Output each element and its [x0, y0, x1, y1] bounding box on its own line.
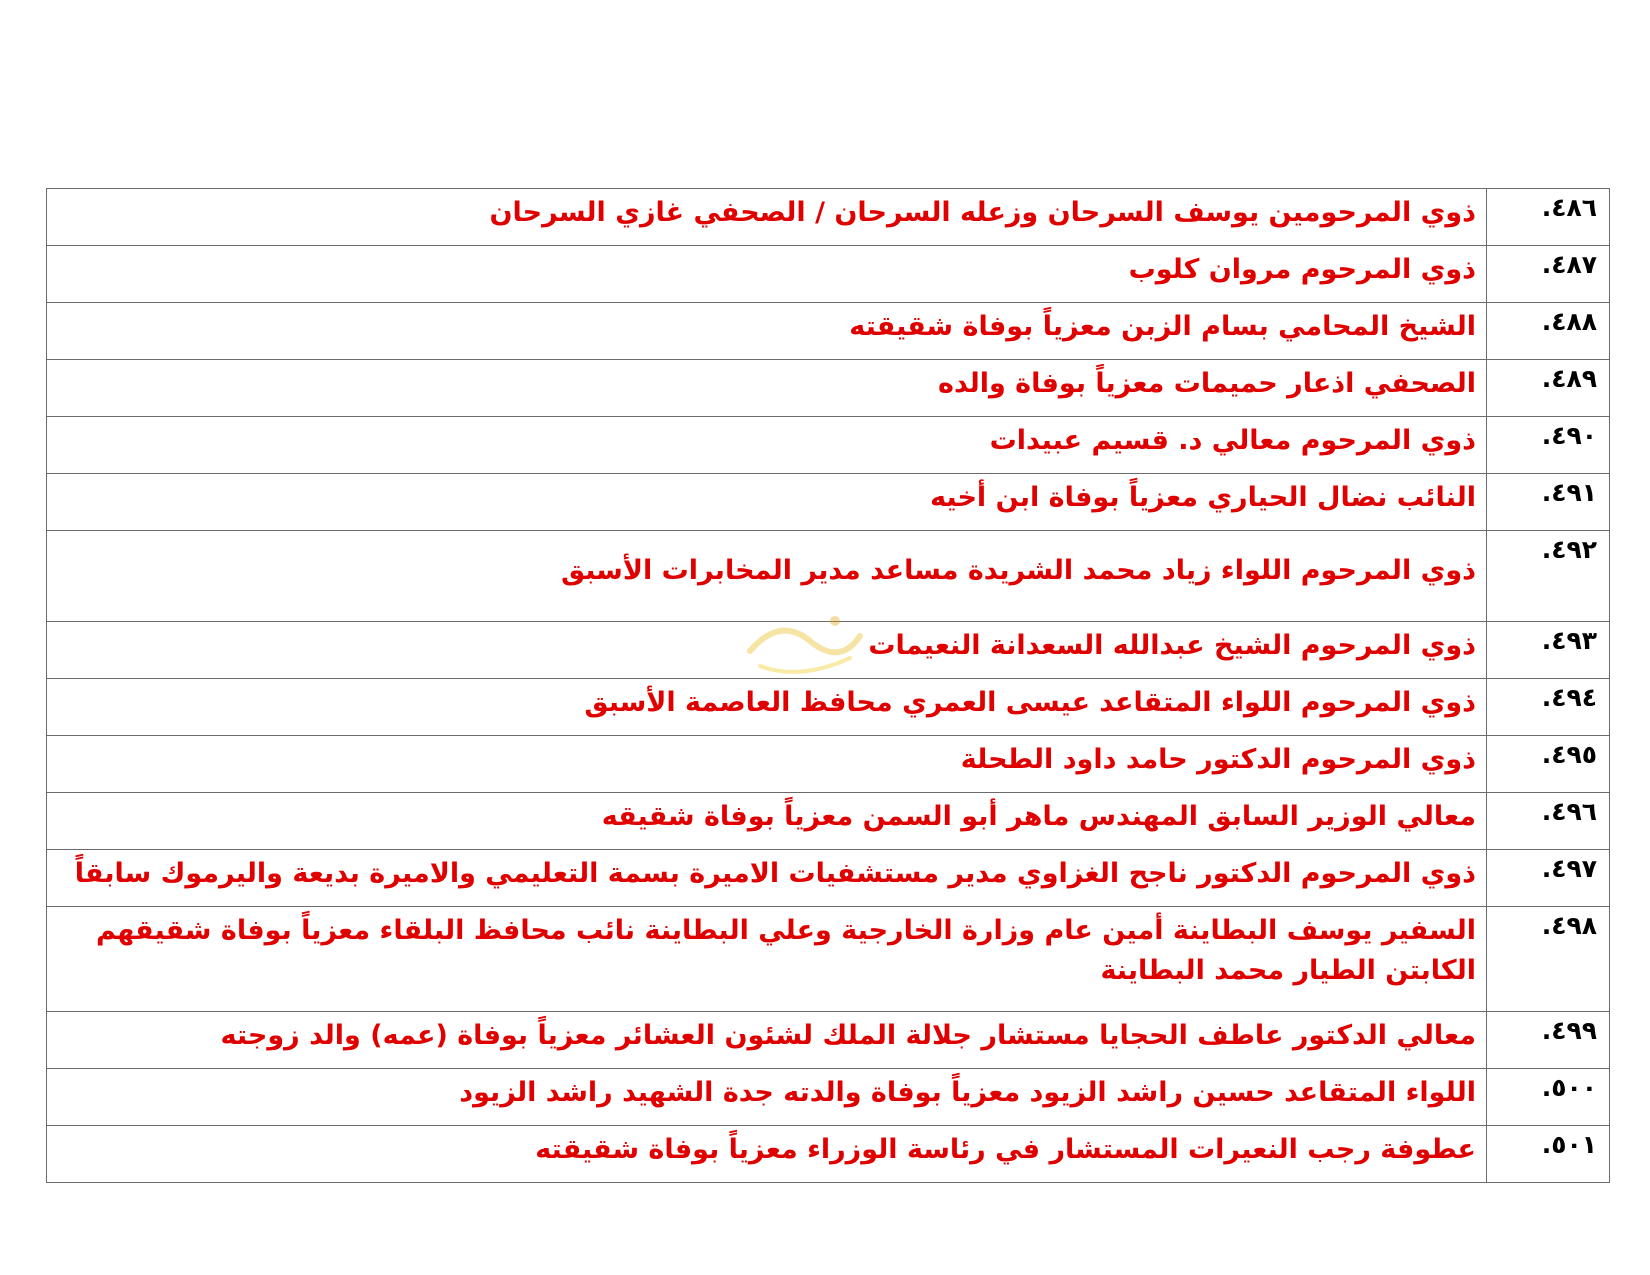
table-row: [47, 246, 1610, 303]
table-row: [47, 189, 1610, 246]
table-row: [47, 736, 1610, 793]
entry-text: ذوي المرحوم اللواء زياد محمد الشريدة مساعد مدير المخابرات الأسبق: [47, 531, 1487, 622]
condolence-table: [46, 188, 1610, 1183]
entry-text: السفير يوسف البطاينة أمين عام وزارة الخارجية وعلي البطاينة نائب محافظ البلقاء معزياً بوفاة شقيقهم الكابتن الطيار محمد البطاينة: [47, 907, 1487, 1012]
entry-text: معالي الوزير السابق المهندس ماهر أبو السمن معزياً بوفاة شقيقه: [47, 793, 1487, 850]
entry-number: ٤٨٩.: [1487, 360, 1610, 417]
entry-text: ذوي المرحوم الشيخ عبدالله السعدانة النعيمات: [47, 622, 1487, 679]
entry-text: اللواء المتقاعد حسين راشد الزيود معزياً بوفاة والدته جدة الشهيد راشد الزيود: [47, 1069, 1487, 1126]
entry-number: ٤٨٧.: [1487, 246, 1610, 303]
table-row: [47, 1126, 1610, 1183]
entry-text: ذوي المرحوم مروان كلوب: [47, 246, 1487, 303]
entry-text: الصحفي اذعار حميمات معزياً بوفاة والده: [47, 360, 1487, 417]
entry-text: ذوي المرحوم الدكتور حامد داود الطحلة: [47, 736, 1487, 793]
entry-text: معالي الدكتور عاطف الحجايا مستشار جلالة الملك لشئون العشائر معزياً بوفاة (عمه) والد زوجته: [47, 1012, 1487, 1069]
entry-number: ٤٩٥.: [1487, 736, 1610, 793]
table-row: [47, 1069, 1610, 1126]
entry-text: ذوي المرحوم الدكتور ناجح الغزاوي مدير مستشفيات الاميرة بسمة التعليمي والاميرة بديعة واليرموك سابقاً: [47, 850, 1487, 907]
entry-text: عطوفة رجب النعيرات المستشار في رئاسة الوزراء معزياً بوفاة شقيقته: [47, 1126, 1487, 1183]
entry-number: ٥٠٠.: [1487, 1069, 1610, 1126]
table-row: [47, 474, 1610, 531]
entry-text: ذوي المرحوم معالي د. قسيم عبيدات: [47, 417, 1487, 474]
entry-number: ٤٩٦.: [1487, 793, 1610, 850]
table-row: [47, 303, 1610, 360]
table-row: [47, 622, 1610, 679]
entry-number: ٤٩٢.: [1487, 531, 1610, 622]
entry-text: ذوي المرحومين يوسف السرحان وزعله السرحان / الصحفي غازي السرحان: [47, 189, 1487, 246]
table-row: [47, 1012, 1610, 1069]
entry-number: ٤٨٦.: [1487, 189, 1610, 246]
entry-text: النائب نضال الحياري معزياً بوفاة ابن أخيه: [47, 474, 1487, 531]
entry-number: ٤٩١.: [1487, 474, 1610, 531]
table-row: [47, 360, 1610, 417]
table-row: [47, 679, 1610, 736]
entry-number: ٤٩٧.: [1487, 850, 1610, 907]
table-row: [47, 907, 1610, 1012]
entry-number: ٤٩٤.: [1487, 679, 1610, 736]
table-row: [47, 531, 1610, 622]
entry-text: ذوي المرحوم اللواء المتقاعد عيسى العمري محافظ العاصمة الأسبق: [47, 679, 1487, 736]
table-row: [47, 417, 1610, 474]
entry-number: ٥٠١.: [1487, 1126, 1610, 1183]
table-row: [47, 850, 1610, 907]
table-row: [47, 793, 1610, 850]
entry-number: ٤٨٨.: [1487, 303, 1610, 360]
entry-number: ٤٩٩.: [1487, 1012, 1610, 1069]
entry-number: ٤٩٨.: [1487, 907, 1610, 1012]
entry-text: الشيخ المحامي بسام الزبن معزياً بوفاة شقيقته: [47, 303, 1487, 360]
entry-number: ٤٩٣.: [1487, 622, 1610, 679]
entry-number: ٤٩٠.: [1487, 417, 1610, 474]
